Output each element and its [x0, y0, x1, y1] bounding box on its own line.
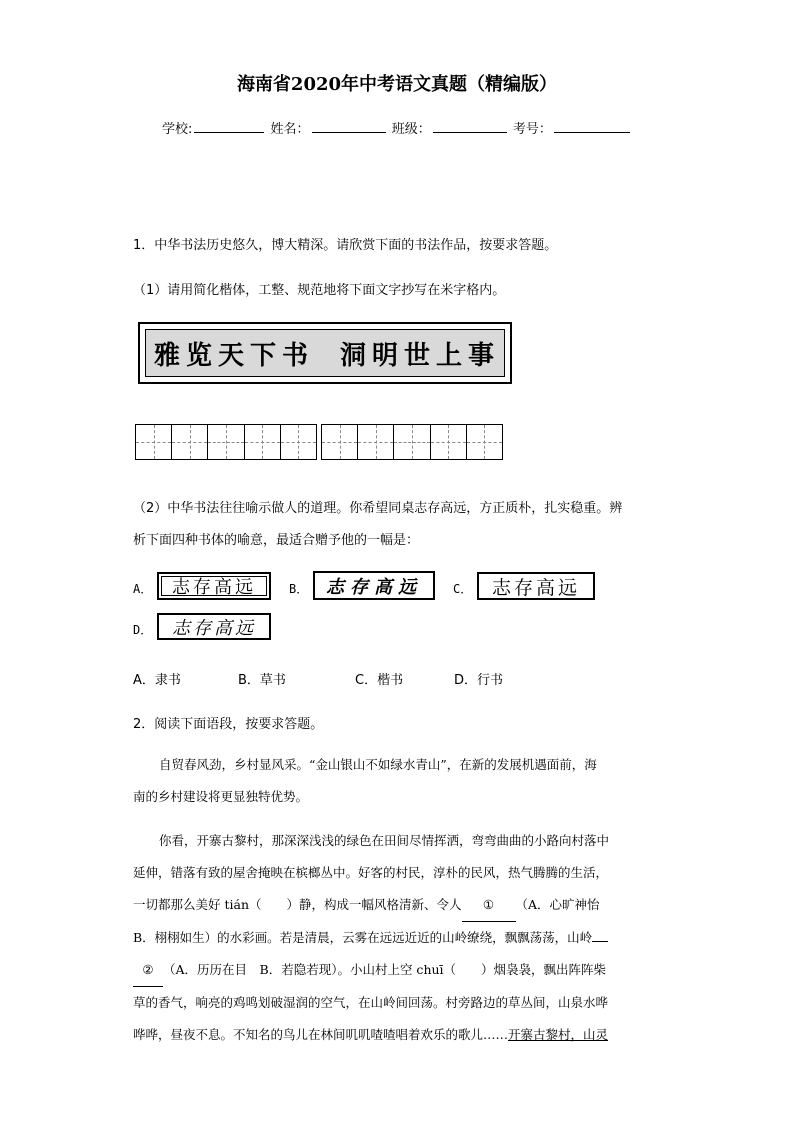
calligraphy-sample-d: 志存高远	[157, 613, 271, 640]
para2-line4: B．栩栩如生）的水彩画。若是清晨，云雾在远远近近的山岭缭绕，飘飘荡荡，山岭	[133, 922, 661, 954]
para1-line1: 自贸春风劲，乡村显风采。“金山银山不如绿水青山”，在新的发展机遇面前，海	[159, 757, 597, 772]
blank-2-lead[interactable]	[592, 941, 608, 942]
underlined-sentence: 开寨古黎村，山灵	[508, 1027, 609, 1042]
reading-paragraph-2	[133, 825, 661, 1051]
writing-grid-right[interactable]	[321, 424, 503, 460]
para2-line1: 你看，开寨古黎村，那深深浅浅的绿色在田间尽情挥洒，弯弯曲曲的小路向村落中	[159, 833, 610, 848]
student-info-line	[162, 118, 632, 137]
class-blank[interactable]	[433, 120, 507, 133]
calligraphy-banner	[138, 322, 512, 384]
blank-1[interactable]: ①	[462, 889, 516, 922]
calligraphy-left: 雅览天下书	[154, 340, 315, 371]
para2-line2: 延伸，错落有致的屋舍掩映在槟榔丛中。好客的村民，淳朴的民风，热气腾腾的生活，	[133, 865, 609, 880]
question-2-stem: 2．阅读下面语段，按要求答题。	[133, 717, 324, 732]
school-blank[interactable]	[194, 120, 264, 133]
para2-line3: 一切都那么美好 tián（ ）静，构成一幅风格清新、令人 ① （A．心旷神怡	[133, 889, 661, 922]
reading-paragraph-1	[133, 749, 661, 813]
question-1-sub2-line2: 析下面四种书体的喻意，最适合赠予他的一幅是：	[133, 533, 420, 548]
calligraphy-right: 洞明世上事	[340, 340, 501, 371]
blank-2[interactable]: ②	[133, 954, 163, 987]
choice-d[interactable]: D．行书	[454, 673, 504, 688]
choice-c[interactable]: C．楷书	[355, 673, 404, 688]
name-blank[interactable]	[312, 120, 386, 133]
calligraphy-sample-c: 志存高远	[477, 572, 595, 600]
image-option-c-letter: C．	[453, 582, 473, 596]
number-label: 考号：	[512, 122, 552, 137]
image-option-a-letter: A．	[133, 582, 153, 596]
number-blank[interactable]	[554, 120, 630, 133]
page-title: 海南省2020年中考语文真题（精编版）	[236, 74, 558, 95]
para2-line5: ② （A．历历在目 B．若隐若现）。小山村上空 chuī（ ）烟袅袅，飘出阵阵柴	[133, 954, 661, 987]
calligraphy-sample-b: 志存高远	[313, 571, 435, 600]
choice-b[interactable]: B．草书	[238, 673, 286, 688]
writing-grid-left[interactable]	[135, 424, 317, 460]
class-label: 班级：	[391, 122, 431, 137]
school-label: 学校:	[162, 122, 193, 137]
para1-line2: 南的乡村建设将更显独特优势。	[133, 789, 309, 804]
para2-line7: 哗哗，昼夜不息。不知名的鸟儿在林间叽叽喳喳唱着欢乐的歌儿……开寨古黎村，山灵	[133, 1027, 609, 1042]
para2-line6: 草的香气，响亮的鸡鸣划破湿润的空气，在山岭间回荡。村旁路边的草丛间，山泉水哗	[133, 995, 609, 1010]
calligraphy-sample-a: 志存高远	[157, 572, 271, 600]
question-1-stem: 1．中华书法历史悠久，博大精深。请欣赏下面的书法作品，按要求答题。	[133, 238, 558, 253]
choice-a[interactable]: A．隶书	[133, 673, 181, 688]
question-1-sub1: （1）请用简化楷体，工整、规范地将下面文字抄写在米字格内。	[133, 283, 506, 298]
question-1-sub2-line1: （2）中华书法往往喻示做人的道理。你希望同桌志存高远，方正质朴，扎实稳重。辨	[133, 501, 623, 516]
name-label: 姓名：	[270, 122, 310, 137]
image-option-d-letter: D．	[133, 623, 153, 637]
image-option-b-letter: B．	[289, 582, 309, 596]
